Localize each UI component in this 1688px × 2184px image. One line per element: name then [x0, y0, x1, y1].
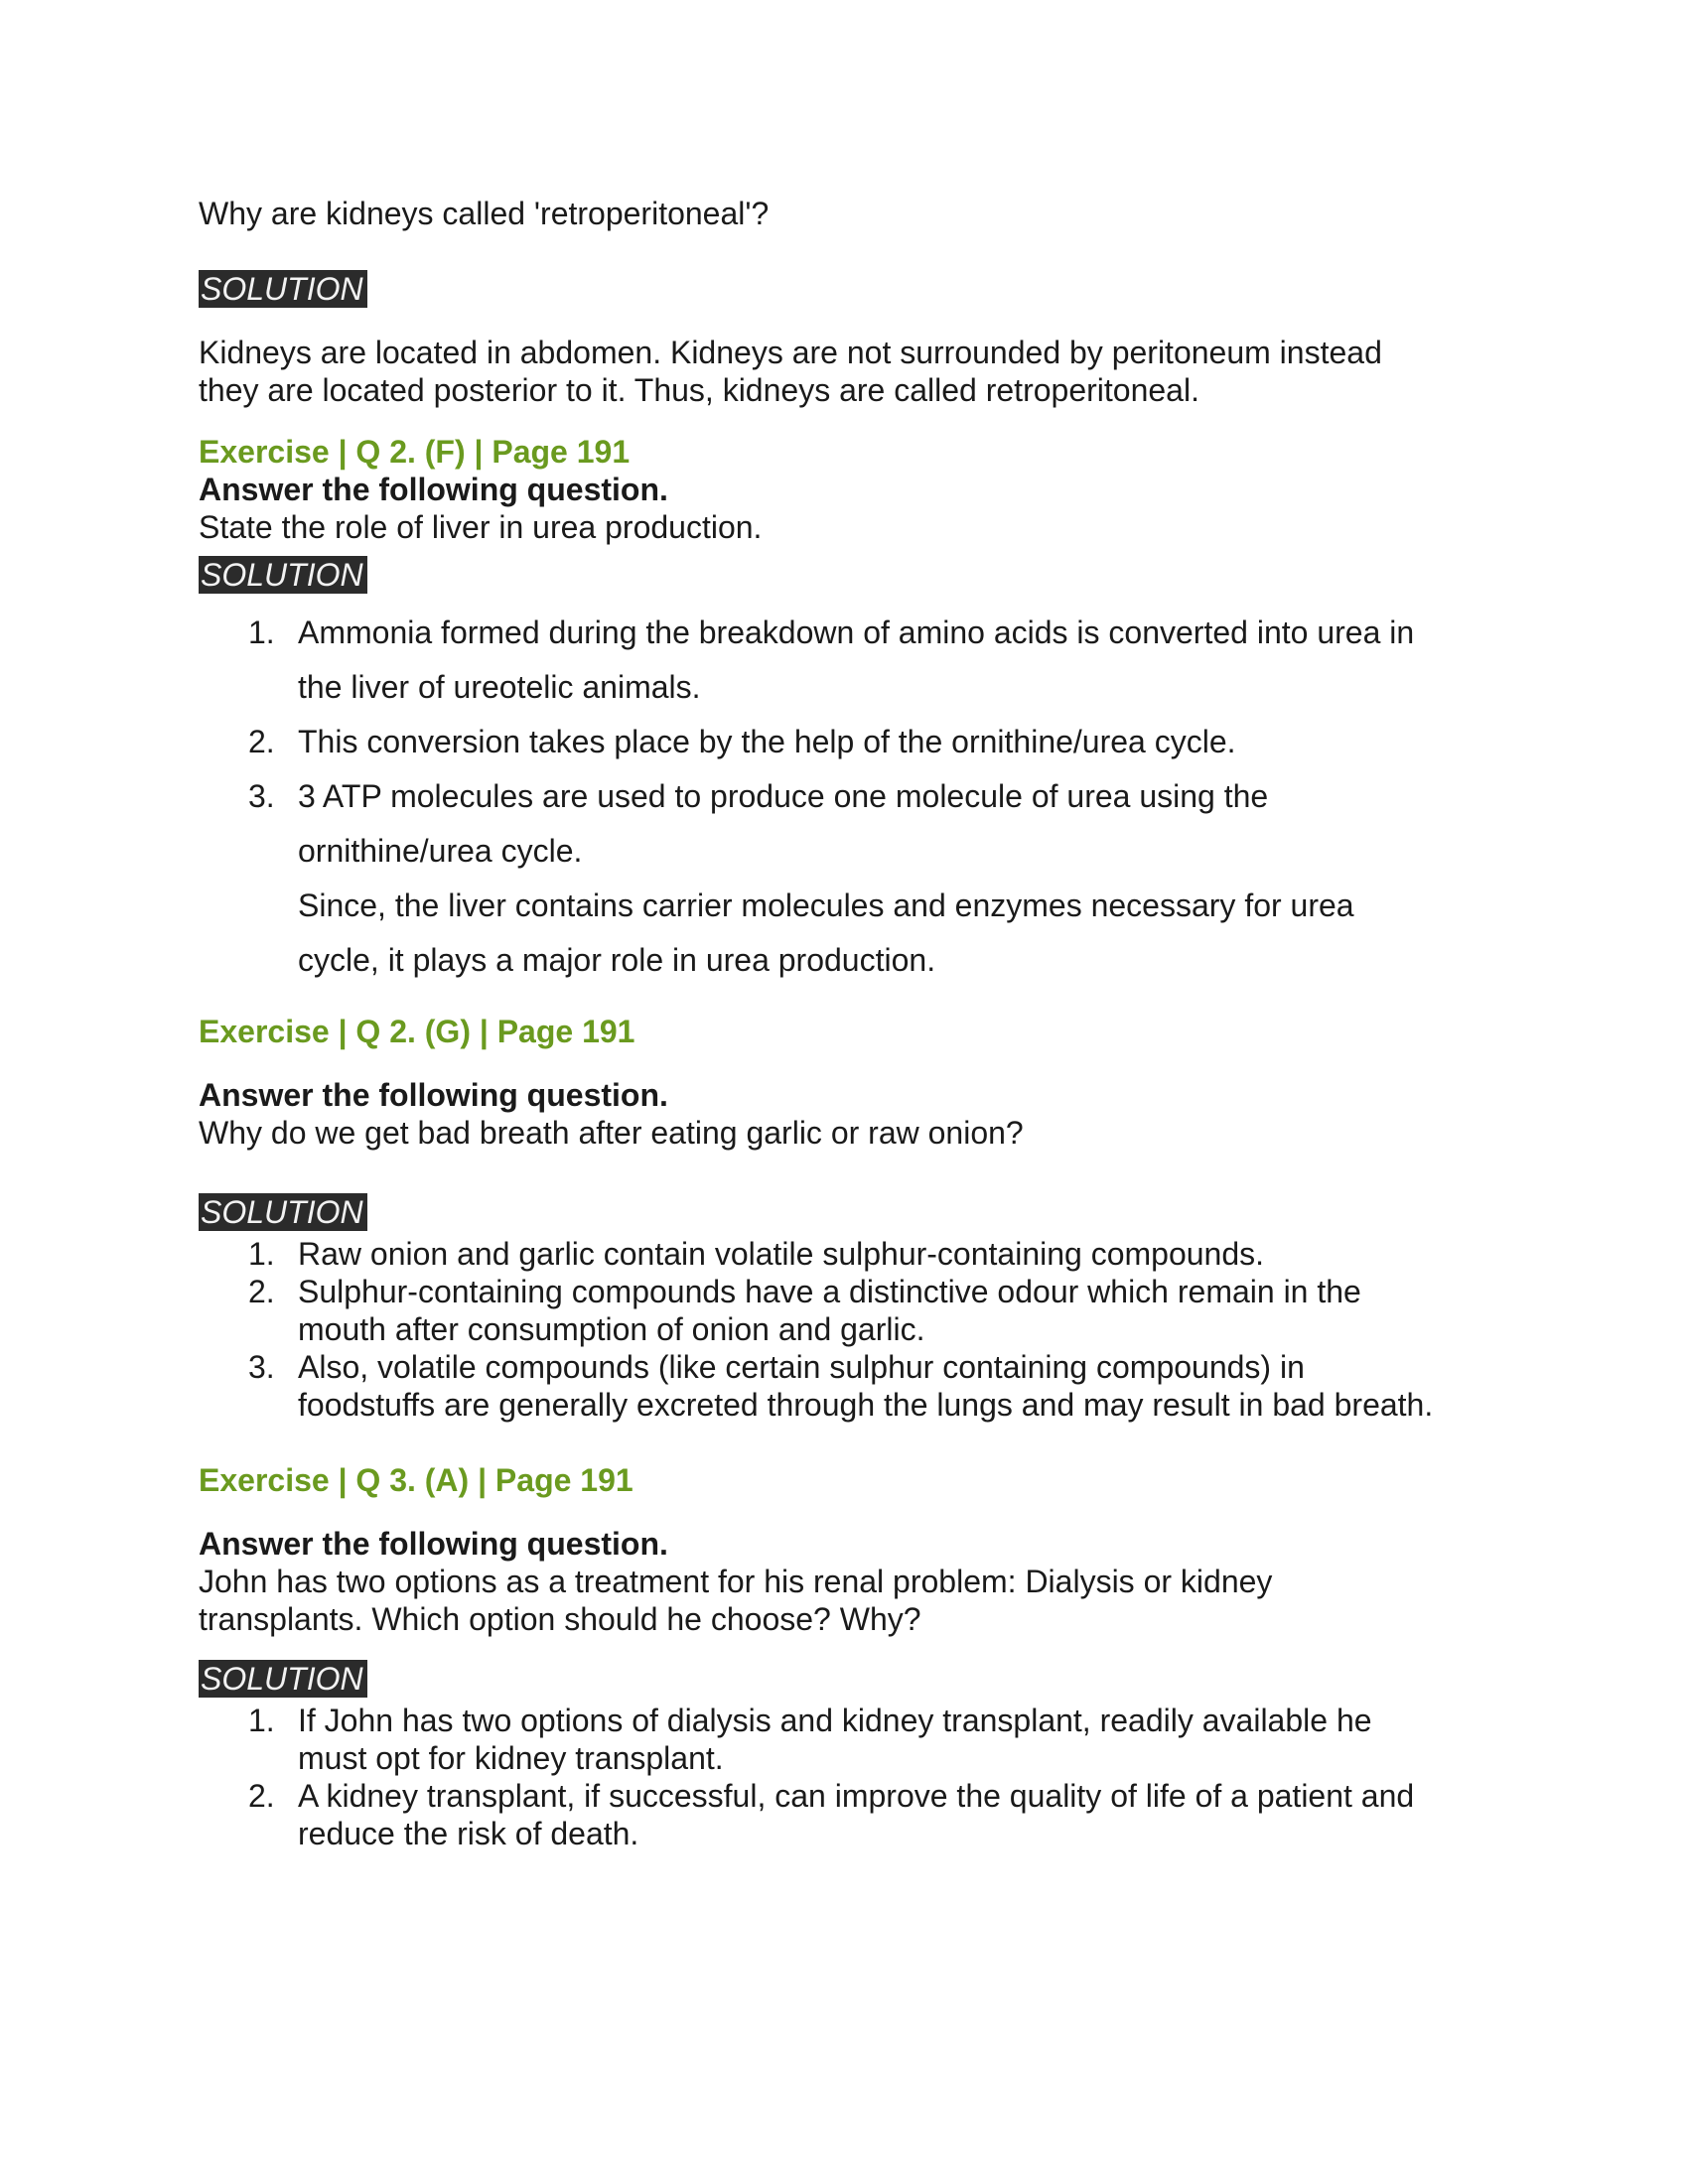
solution-badge: SOLUTION	[199, 1193, 367, 1231]
solution-badge-row	[199, 556, 1489, 599]
answer-paragraph	[199, 334, 1489, 409]
list-item-text: Also, volatile compounds (like certain sulphur containing compounds) in	[298, 1349, 1305, 1385]
list-item-number: 1.	[248, 1236, 275, 1272]
list-item-text: the liver of ureotelic animals.	[298, 669, 701, 705]
list-item-text: must opt for kidney transplant.	[298, 1740, 724, 1776]
list-item	[199, 1702, 1489, 1777]
list-item	[199, 1777, 1489, 1852]
closing-line: Since, the liver contains carrier molecules and enzymes necessary for urea	[298, 887, 1354, 923]
list-item-text: Raw onion and garlic contain volatile sulphur-containing compounds.	[298, 1236, 1265, 1272]
list-item-text: Ammonia formed during the breakdown of amino acids is converted into urea in	[298, 614, 1415, 650]
instruction-text: Answer the following question.	[199, 1077, 668, 1113]
exercise-heading: Exercise | Q 3. (A) | Page 191	[199, 1462, 633, 1498]
list-item	[199, 1348, 1489, 1424]
solution-badge: SOLUTION	[199, 1660, 367, 1698]
question-line: John has two options as a treatment for his renal problem: Dialysis or kidney	[199, 1564, 1273, 1599]
question-line: transplants. Which option should he choose? Why?	[199, 1601, 921, 1637]
closing-paragraph	[199, 879, 1489, 988]
list-item-text: ornithine/urea cycle.	[298, 833, 583, 869]
answer-line: Kidneys are located in abdomen. Kidneys are not surrounded by peritoneum instead	[199, 335, 1382, 370]
answer-line: they are located posterior to it. Thus, kidneys are called retroperitoneal.	[199, 372, 1199, 408]
list-item	[199, 1235, 1489, 1273]
solution-badge-row	[199, 1193, 1489, 1236]
list-item	[199, 769, 1489, 879]
list-item	[199, 715, 1489, 769]
list-item	[199, 606, 1489, 715]
solution-badge: SOLUTION	[199, 556, 367, 594]
closing-line: cycle, it plays a major role in urea production.	[298, 942, 936, 978]
solution-badge: SOLUTION	[199, 270, 367, 308]
solution-list	[199, 1235, 1489, 1424]
solution-list	[199, 606, 1489, 879]
list-item-number: 3.	[248, 778, 275, 814]
list-item-text: If John has two options of dialysis and kidney transplant, readily available he	[298, 1703, 1372, 1738]
solution-badge-row	[199, 270, 1489, 313]
solution-badge-row	[199, 1660, 1489, 1703]
list-item-text: This conversion takes place by the help of the ornithine/urea cycle.	[298, 724, 1236, 759]
list-item-text: foodstuffs are generally excreted through the lungs and may result in bad breath.	[298, 1387, 1434, 1423]
instruction-text: Answer the following question.	[199, 472, 668, 507]
list-item-text: 3 ATP molecules are used to produce one molecule of urea using the	[298, 778, 1269, 814]
list-item-text: Sulphur-containing compounds have a distinctive odour which remain in the	[298, 1274, 1361, 1309]
exercise-heading: Exercise | Q 2. (G) | Page 191	[199, 1014, 635, 1049]
list-item	[199, 1273, 1489, 1348]
question-text: State the role of liver in urea production.	[199, 509, 763, 545]
instruction-text: Answer the following question.	[199, 1526, 668, 1562]
list-item-number: 2.	[248, 1274, 275, 1309]
list-item-text: mouth after consumption of onion and garlic.	[298, 1311, 925, 1347]
exercise-heading: Exercise | Q 2. (F) | Page 191	[199, 434, 631, 470]
list-item-number: 2.	[248, 1778, 275, 1814]
list-item-number: 3.	[248, 1349, 275, 1385]
list-item-text: A kidney transplant, if successful, can improve the quality of life of a patient and	[298, 1778, 1415, 1814]
list-item-number: 1.	[248, 1703, 275, 1738]
list-item-number: 2.	[248, 724, 275, 759]
solution-list	[199, 1702, 1489, 1852]
question-text: Why are kidneys called 'retroperitoneal'?	[199, 196, 770, 231]
list-item-text: reduce the risk of death.	[298, 1816, 639, 1851]
question-paragraph	[199, 1563, 1489, 1638]
list-item-number: 1.	[248, 614, 275, 650]
question-text: Why do we get bad breath after eating garlic or raw onion?	[199, 1115, 1024, 1151]
